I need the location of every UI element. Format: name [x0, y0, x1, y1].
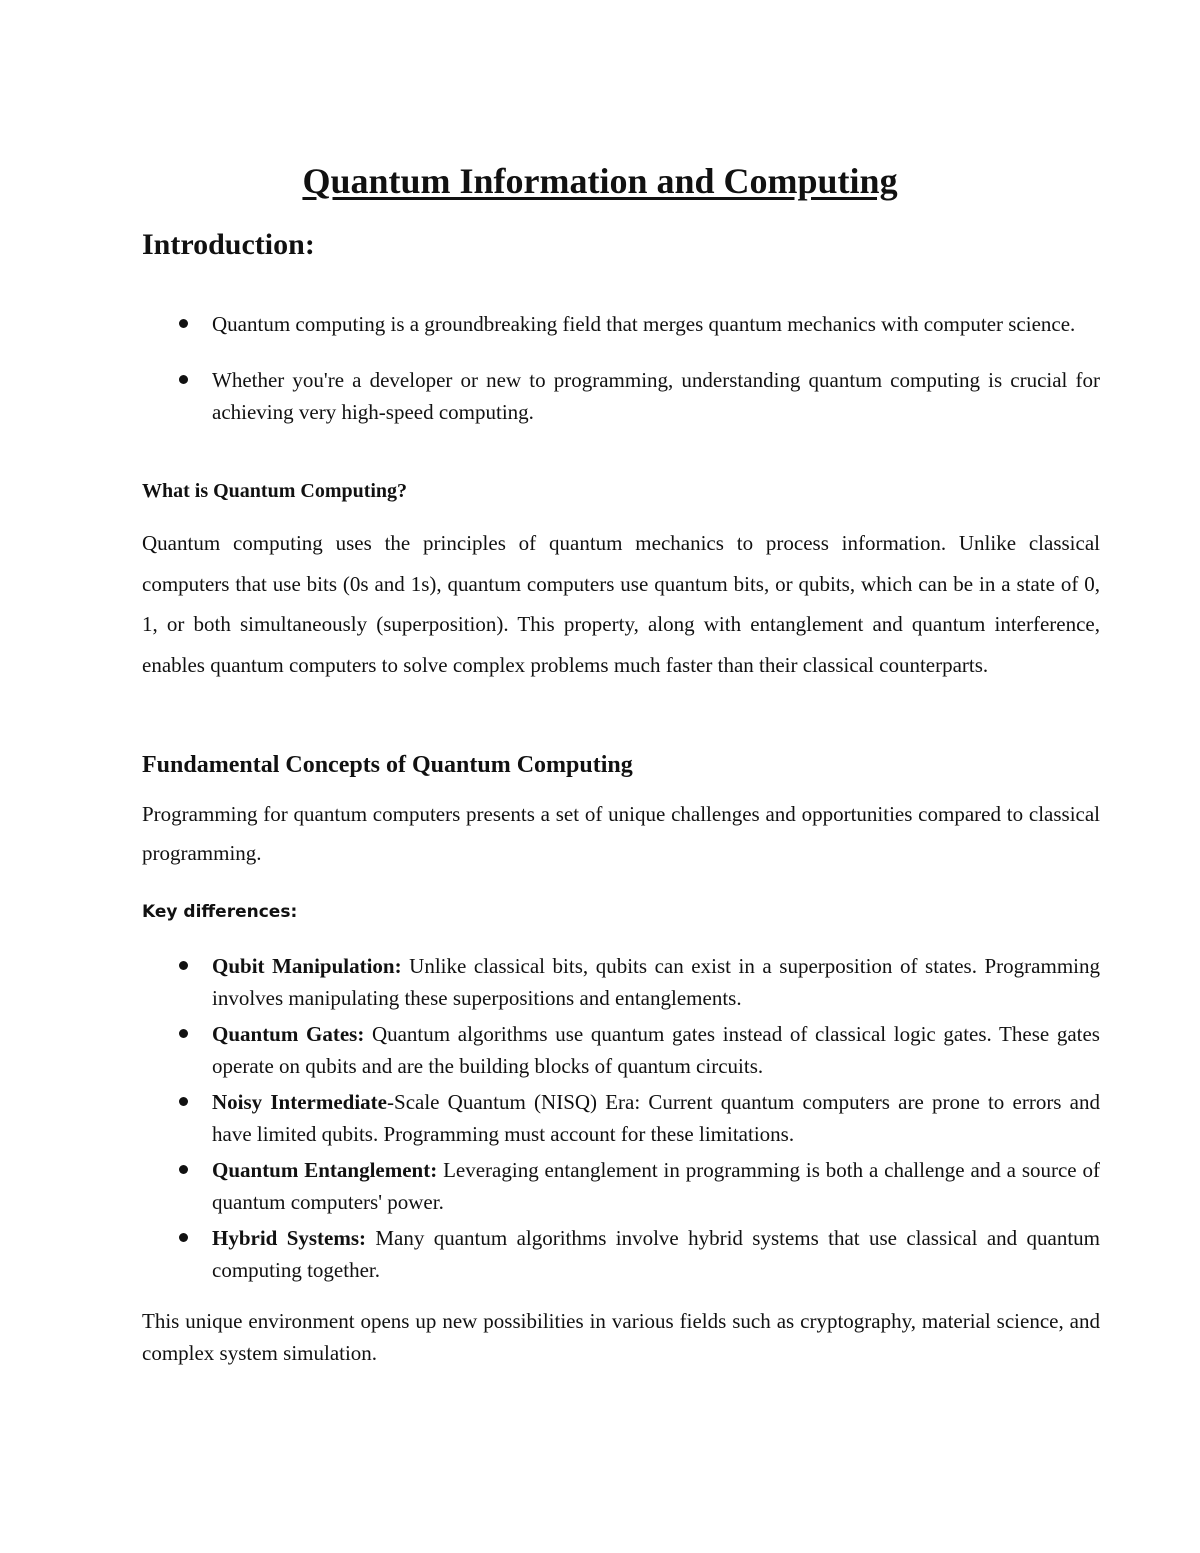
- bullet-icon: [179, 319, 188, 328]
- introduction-list: [142, 308, 1100, 452]
- list-item-term: Hybrid Systems:: [212, 1226, 367, 1250]
- fundamentals-paragraph: Programming for quantum computers presents a set of unique challenges and opportunities compared to classical programming.: [142, 802, 1100, 865]
- bullet-icon: [179, 375, 188, 384]
- list-item-term: Quantum Entanglement:: [212, 1158, 438, 1182]
- key-differences-heading: Key differences:: [142, 902, 298, 922]
- list-item-text: Quantum computing is a groundbreaking field that merges quantum mechanics with computer science.: [212, 312, 1076, 336]
- bullet-icon: [179, 961, 188, 970]
- list-item: [142, 1018, 1100, 1082]
- document-title: Quantum Information and Computing: [302, 161, 898, 201]
- list-item-text: -Scale Quantum (NISQ) Era: Current quantum computers are prone to errors and have limited qubits. Programming must account for these limitations.: [212, 1090, 1101, 1146]
- list-item-term: Quantum Gates:: [212, 1022, 365, 1046]
- list-item-text: Unlike classical bits, qubits can exist in a superposition of states. Programming involves manipulating these superpositions and entanglements.: [212, 954, 1100, 1010]
- list-item: [142, 1086, 1100, 1150]
- list-item-text: Many quantum algorithms involve hybrid systems that use classical and quantum computing together.: [212, 1226, 1100, 1282]
- what-is-heading: What is Quantum Computing?: [142, 480, 408, 502]
- bullet-icon: [179, 1029, 188, 1038]
- list-item-text: Whether you're a developer or new to programming, understanding quantum computing is crucial for achieving very high-speed computing.: [212, 368, 1100, 424]
- list-item-text: Quantum algorithms use quantum gates instead of classical logic gates. These gates operate on qubits and are the building blocks of quantum circuits.: [212, 1022, 1100, 1078]
- key-differences-list: [142, 950, 1100, 1290]
- list-item-text: Leveraging entanglement in programming is both a challenge and a source of quantum computers' power.: [212, 1158, 1100, 1214]
- list-item-term: Noisy Intermediate: [212, 1090, 388, 1114]
- list-item: [142, 1154, 1100, 1218]
- fundamentals-heading: Fundamental Concepts of Quantum Computing: [142, 752, 633, 778]
- list-item: [142, 950, 1100, 1014]
- what-is-paragraph: Quantum computing uses the principles of quantum mechanics to process information. Unlike classical computers that use bits (0s and 1s), quantum computers use quantum bits, or qubits, which can be in a state of 0, 1, or both simultaneously (superposition). This property, along with entanglement and quantum interference, enables quantum computers to solve complex problems much faster than their classical counterparts.: [142, 531, 1100, 677]
- bullet-icon: [179, 1097, 188, 1106]
- bullet-icon: [179, 1233, 188, 1242]
- bullet-icon: [179, 1165, 188, 1174]
- list-item: [142, 1222, 1100, 1286]
- list-item-term: Qubit Manipulation:: [212, 954, 402, 978]
- list-item: [142, 364, 1100, 428]
- closing-paragraph: This unique environment opens up new possibilities in various fields such as cryptography, material science, and complex system simulation.: [142, 1309, 1100, 1365]
- introduction-heading: Introduction:: [142, 228, 315, 261]
- list-item: [142, 308, 1100, 340]
